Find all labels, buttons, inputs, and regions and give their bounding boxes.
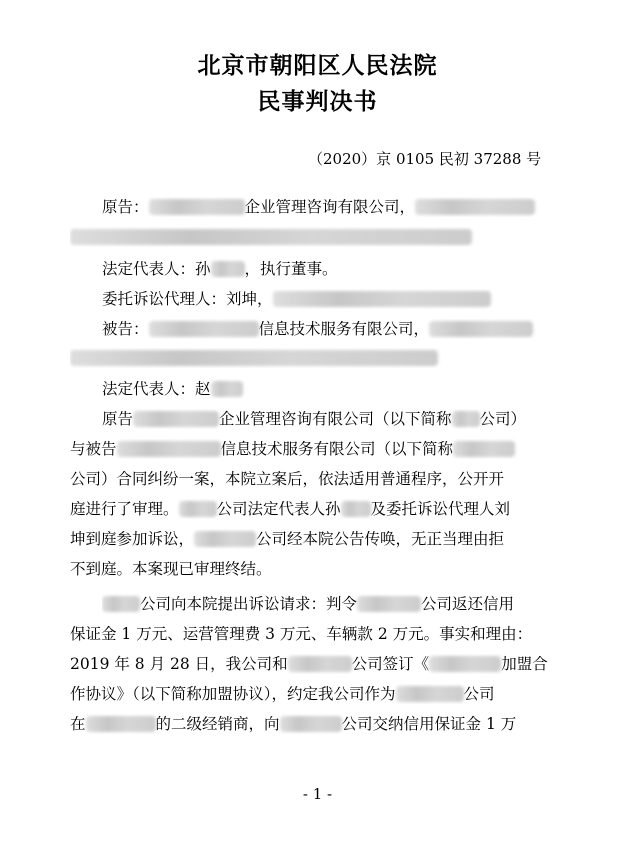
text-run: 公司）	[479, 410, 527, 428]
text-run: 公司）合同纠纷一案，本院立案后，依法适用普通程序，公开开	[70, 470, 505, 488]
defendant-address-line	[70, 348, 582, 368]
text-run: 保证金 1 万元、运营管理费 3 万元、车辆款 2 万元。事实和理由：	[70, 625, 533, 643]
text-run: 坤到庭参加诉讼，	[70, 530, 195, 548]
text-run: 与被告	[70, 440, 117, 458]
document-type: 民事判决书	[257, 88, 378, 115]
redaction	[86, 716, 156, 732]
redaction	[357, 596, 421, 612]
text-run: 公司	[463, 685, 495, 703]
plaintiff-address-line	[70, 227, 582, 247]
plaintiff-line	[102, 197, 582, 217]
redaction	[429, 321, 533, 337]
redaction	[396, 686, 464, 702]
agent-label: 委托诉讼代理人：刘坤，	[102, 290, 273, 308]
redaction	[133, 411, 219, 427]
redaction	[341, 501, 371, 517]
case-paragraph-line	[70, 529, 582, 549]
redaction	[280, 716, 342, 732]
text-run: 公司交纳信用保证金 1 万	[341, 715, 517, 733]
text-run: 2019 年 8 月 28 日，我公司和	[70, 655, 288, 673]
redaction	[149, 321, 259, 337]
redaction	[429, 656, 501, 672]
defendant-rep-label: 法定代表人：赵	[102, 380, 211, 398]
text-run: 公司经本院公告传唤，无正当理由拒	[256, 530, 505, 548]
text-run: 加盟合	[501, 655, 548, 673]
plaintiff-rep-line	[102, 259, 582, 279]
text-run: 作协议》（以下简称加盟协议），约定我公司作为	[70, 685, 396, 703]
defendant-company-suffix: 信息技术服务有限公司，	[258, 320, 430, 338]
redaction	[288, 656, 352, 672]
text-run: 公司向本院提出诉讼请求：判令	[140, 595, 358, 613]
claim-paragraph-line	[102, 594, 582, 614]
text-run: 及委托诉讼代理人刘	[370, 500, 511, 518]
case-paragraph-line	[70, 469, 582, 489]
plaintiff-rep-label: 法定代表人：孙	[102, 260, 211, 278]
text-run: 公司法定代表人孙	[216, 500, 341, 518]
plaintiff-rep-title: ，执行董事。	[244, 260, 338, 278]
redaction	[70, 350, 438, 366]
redaction	[273, 291, 491, 307]
text-run: 庭进行了审理。	[70, 500, 179, 518]
text-run: 原告	[102, 410, 134, 428]
text-run: 不到庭。本案现已审理终结。	[70, 560, 272, 578]
claim-paragraph-line	[70, 654, 582, 674]
defendant-line	[102, 319, 582, 339]
plaintiff-label: 原告：	[102, 198, 149, 216]
case-number: （2020）京 0105 民初 37288 号	[308, 150, 542, 168]
redaction	[452, 411, 480, 427]
claim-paragraph-line	[70, 684, 582, 704]
redaction	[149, 199, 245, 215]
text-run: 信息技术服务有限公司（以下简称	[220, 440, 454, 458]
text-run: 在	[70, 715, 86, 733]
redaction	[70, 229, 472, 245]
defendant-rep-line	[102, 379, 582, 399]
redaction	[453, 441, 515, 457]
claim-paragraph-line	[70, 714, 582, 734]
defendant-label: 被告：	[102, 320, 149, 338]
claim-paragraph-line	[70, 624, 582, 644]
text-run: 公司签订《	[351, 655, 430, 673]
text-run: 企业管理咨询有限公司（以下简称	[219, 410, 452, 428]
court-name: 北京市朝阳区人民法院	[197, 52, 438, 79]
redaction	[194, 531, 256, 547]
case-paragraph-line	[70, 499, 582, 519]
plaintiff-company-suffix: 企业管理咨询有限公司，	[244, 198, 416, 216]
agent-line	[102, 289, 582, 309]
redaction	[102, 596, 140, 612]
page-number: - 1 -	[302, 785, 333, 803]
redaction	[117, 441, 221, 457]
text-run: 公司返还信用	[421, 595, 515, 613]
case-paragraph-line	[70, 439, 582, 459]
case-paragraph-line	[70, 559, 582, 579]
text-run: 的二级经销商，向	[155, 715, 280, 733]
redaction	[179, 501, 217, 517]
case-paragraph-line	[102, 409, 582, 429]
redaction	[415, 199, 535, 215]
redaction	[211, 261, 245, 277]
redaction	[211, 381, 243, 397]
